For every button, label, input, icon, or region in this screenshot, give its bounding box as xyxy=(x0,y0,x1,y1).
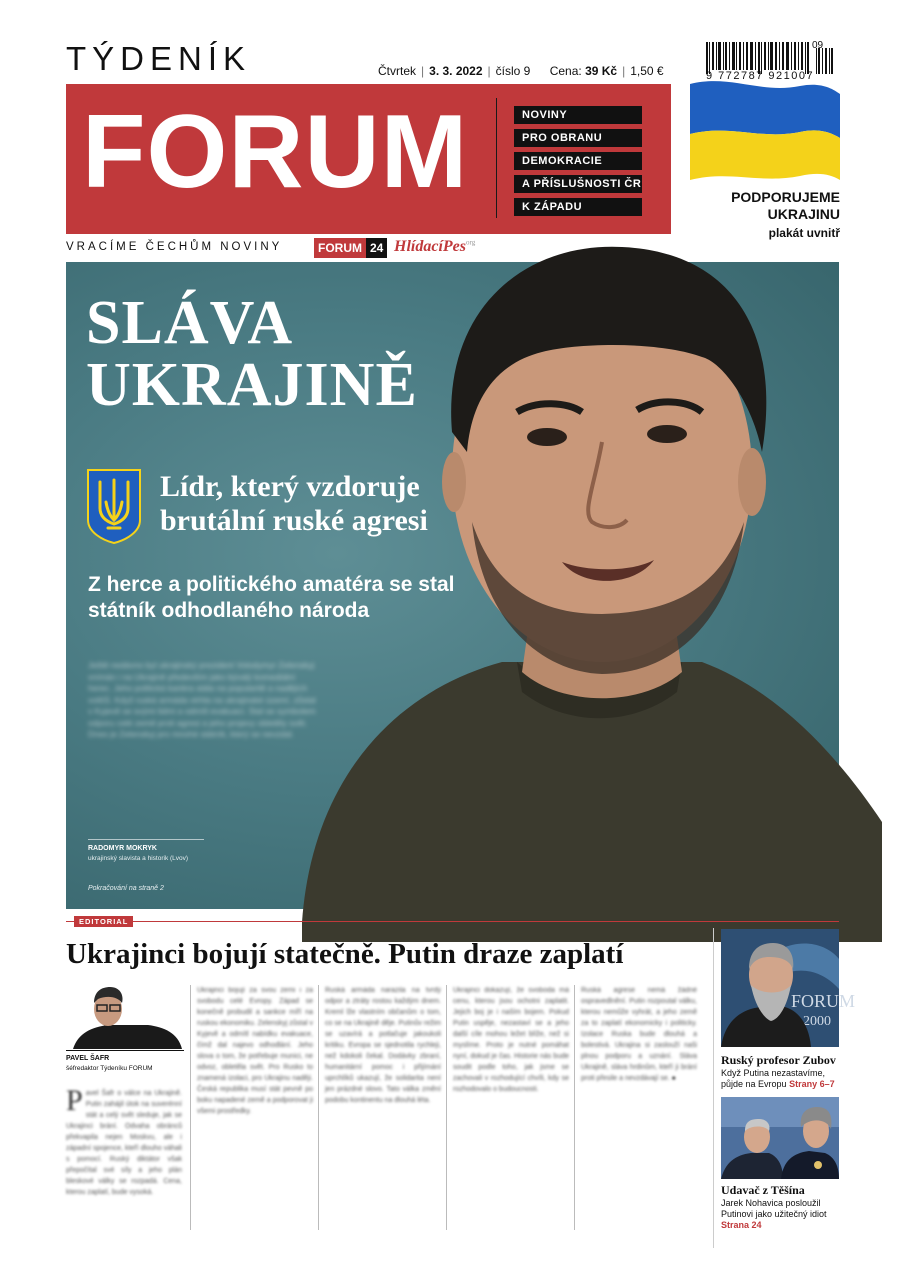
forum24-forum: FORUM xyxy=(314,238,366,258)
column-divider xyxy=(190,985,191,1230)
support-line-2: UKRAJINU xyxy=(767,206,840,222)
issue-date: 3. 3. 2022 xyxy=(429,64,483,78)
column-divider xyxy=(574,985,575,1230)
editorial-column-2: Ukrajinci bojují za svou zemi i za svobodu celé Evropy. Západ se konečně probudil a sankce míří na ruskou ekonomiku. Zelenskyj zůstal v Kyjevě a odmítl nabídku evakuace, čímž dal najevo odhodlání. Jeho slova o tom, že potřebuje munici, ne odvoz, obletěla svět. Pro Rusko to znamená izolaci, pro Ukrajinu naději. Česká republika musí stát pevně po boku napadené země a podporovat ji všemi prostředky. xyxy=(197,987,313,1115)
sidebar-divider xyxy=(713,928,714,1248)
cover-headline xyxy=(86,289,418,419)
author-photo-image xyxy=(68,985,186,1049)
issue-number: číslo 9 xyxy=(495,64,531,78)
editorial-author-photo xyxy=(68,985,186,1049)
editorial-rule xyxy=(66,921,839,922)
slogan-item: DEMOKRACIE xyxy=(514,152,642,170)
masthead-divider xyxy=(496,98,497,218)
nohavica-pages-link[interactable]: Strana 24 xyxy=(721,1220,762,1230)
cover-author-role: ukrajinský slavista a historik (Lvov) xyxy=(88,855,189,862)
cover-blurred-text: Ještě nedávno byl ukrajinský prezident Volodymyr Zelenskyj vnímán i na Ukrajině především jako bývalý komediální herec. Jeho politická kariéra stála na popularitě a nadějích voličů. Když ruská armáda vtrhla na ukrajinské území, zůstal v Kyjevě se svými lidmi a odmítl evakuaci. Stal se symbolem odporu celé země proti agresi a jeho projevy obletěly svět. Dnes je Zelenskyj pro mnohé státník, který se nevzdal. xyxy=(88,660,316,739)
hlidacipes-name: HlídacíPes xyxy=(394,238,466,255)
price-eur: 1,50 € xyxy=(630,64,664,78)
zubov-pages-link[interactable]: Strany 6–7 xyxy=(789,1079,835,1089)
cover-deck: Z herce a politického amatéra se stal státník odhodlaného národa xyxy=(88,573,455,622)
cover-author-name: RADOMYR MOKRYK xyxy=(88,845,157,852)
slogan-item: NOVINY xyxy=(514,106,642,124)
nohavica-photo[interactable] xyxy=(721,1097,839,1179)
cover-headline-line-2: UKRAJINĚ xyxy=(86,351,418,419)
svg-text:2000: 2000 xyxy=(803,1014,831,1029)
hlidacipes-org: org xyxy=(465,238,476,247)
svg-text:FORUM: FORUM xyxy=(791,991,856,1011)
editorial-column-3: Ruská armáda narazila na tvrdý odpor a ztráty rostou každým dnem. Kreml lže vlastním občanům o tom, co se na Ukrajině děje. Putinův režim se uzavírá a potlačuje jakoukoli kritiku. Evropa se sjednotila rychleji, než kdokoli čekal. Dodávky zbraní, humanitární pomoc i přijímání uprchlíků ukazují, že solidarita není jen prázdné slovo. Tato válka změní podobu kontinentu na dlouhá léta. xyxy=(325,987,441,1104)
author-divider xyxy=(88,839,204,840)
trident-icon xyxy=(86,468,142,544)
column-divider xyxy=(446,985,447,1230)
zubov-title[interactable]: Ruský profesor Zubov xyxy=(721,1053,836,1067)
poster-note: plakát uvnitř xyxy=(768,226,840,240)
editorial-headline[interactable]: Ukrajinci bojují statečně. Putin draze zaplatí xyxy=(66,938,624,970)
slogan-item: A PŘÍSLUŠNOSTI ČR xyxy=(514,175,642,193)
tagline: VRACÍME ČECHŮM NOVINY xyxy=(66,241,283,253)
ukraine-flag-icon xyxy=(690,80,840,188)
issue-info: Čtvrtek | 3. 3. 2022 | číslo 9 Cena: 39 Kč | 1,50 € xyxy=(378,64,664,78)
editorial-column-4: Ukrajinci dokazují, že svoboda má cenu, kterou jsou ochotni zaplatit. Jejich boj je i naším bojem. Pokud Putin uspěje, nezastaví se a jeho další cíle mohou ležet blíže, než si myslíme. Proto je nutné pomáhat nyní, dokud je čas. Historie nás bude soudit podle toho, jak jsme se zachovali v rozhodující chvíli, kdy se rozhodovalo o budoucnosti. xyxy=(453,987,569,1093)
nohavica-teaser xyxy=(721,1198,846,1231)
support-line-1: PODPORUJEME xyxy=(731,189,840,205)
barcode-issue: 09 xyxy=(812,40,824,51)
nohavica-image xyxy=(721,1097,839,1179)
editorial-author-role: šéfredaktor Týdeníku FORUM xyxy=(66,1065,153,1072)
slogan-item: PRO OBRANU xyxy=(514,129,642,147)
price-label: Cena: xyxy=(549,64,582,78)
barcode-number: 9 772787 921007 xyxy=(706,70,815,82)
zubov-teaser-text: Když Putina nezastavíme, půjde na Evropu xyxy=(721,1068,826,1089)
forum-logo: FORUM xyxy=(82,94,469,210)
slogan-item: K ZÁPADU xyxy=(514,198,642,216)
editorial-author-name: PAVEL ŠAFR xyxy=(66,1055,110,1062)
cover-story[interactable] xyxy=(66,262,839,909)
forum24-number: 24 xyxy=(366,238,387,258)
ukraine-support-label xyxy=(690,189,840,223)
nohavica-teaser-text: Jarek Nohavica posloužil Putinovi jako užitečný idiot xyxy=(721,1198,827,1219)
price-czk: 39 Kč xyxy=(585,64,618,78)
editorial-column-1: Pavel Šafr o válce na Ukrajině. Putin zahájil útok na suverénní stát a celý svět sleduje, jak se Ukrajinci brání. Odvaha obránců překvapila nejen Moskvu, ale i západní spojence, kteří dlouho váhali s pomocí. Ruský diktátor však přepočítal své síly a jeho plán bleskové války se rozpadá. Cena, kterou zaplatí, bude vysoká. xyxy=(66,1084,182,1196)
continued-note[interactable]: Pokračování na straně 2 xyxy=(88,885,164,892)
zubov-photo[interactable] xyxy=(721,929,856,1047)
zubov-image xyxy=(721,929,856,1047)
zubov-teaser xyxy=(721,1068,846,1090)
editorial-column-5: Ruská agrese nemá žádné ospravedlnění. Putin rozpoutal válku, kterou nemůže vyhrát, a jeho země za to zaplatí ekonomicky i politicky. Izolace Ruska bude dlouhá a bolestivá. Ukrajina si zaslouží naši plnou podporu a uznání. Sláva Ukrajině, sláva hrdinům, kteří ji brání proti přesile a nevzdávají se. ● xyxy=(581,987,697,1082)
column-divider xyxy=(318,985,319,1230)
cover-headline-line-1: SLÁVA xyxy=(86,289,294,357)
cover-subheadline: Lídr, který vzdoruje brutální ruské agresi xyxy=(160,470,428,537)
slogan-list xyxy=(514,106,642,221)
publication-prefix: TÝDENÍK xyxy=(66,40,252,77)
editorial-tag: EDITORIAL xyxy=(74,916,133,927)
nohavica-title[interactable]: Udavač z Těšína xyxy=(721,1183,805,1197)
editorial-author-rule xyxy=(66,1050,184,1051)
issue-day: Čtvrtek xyxy=(378,64,417,78)
